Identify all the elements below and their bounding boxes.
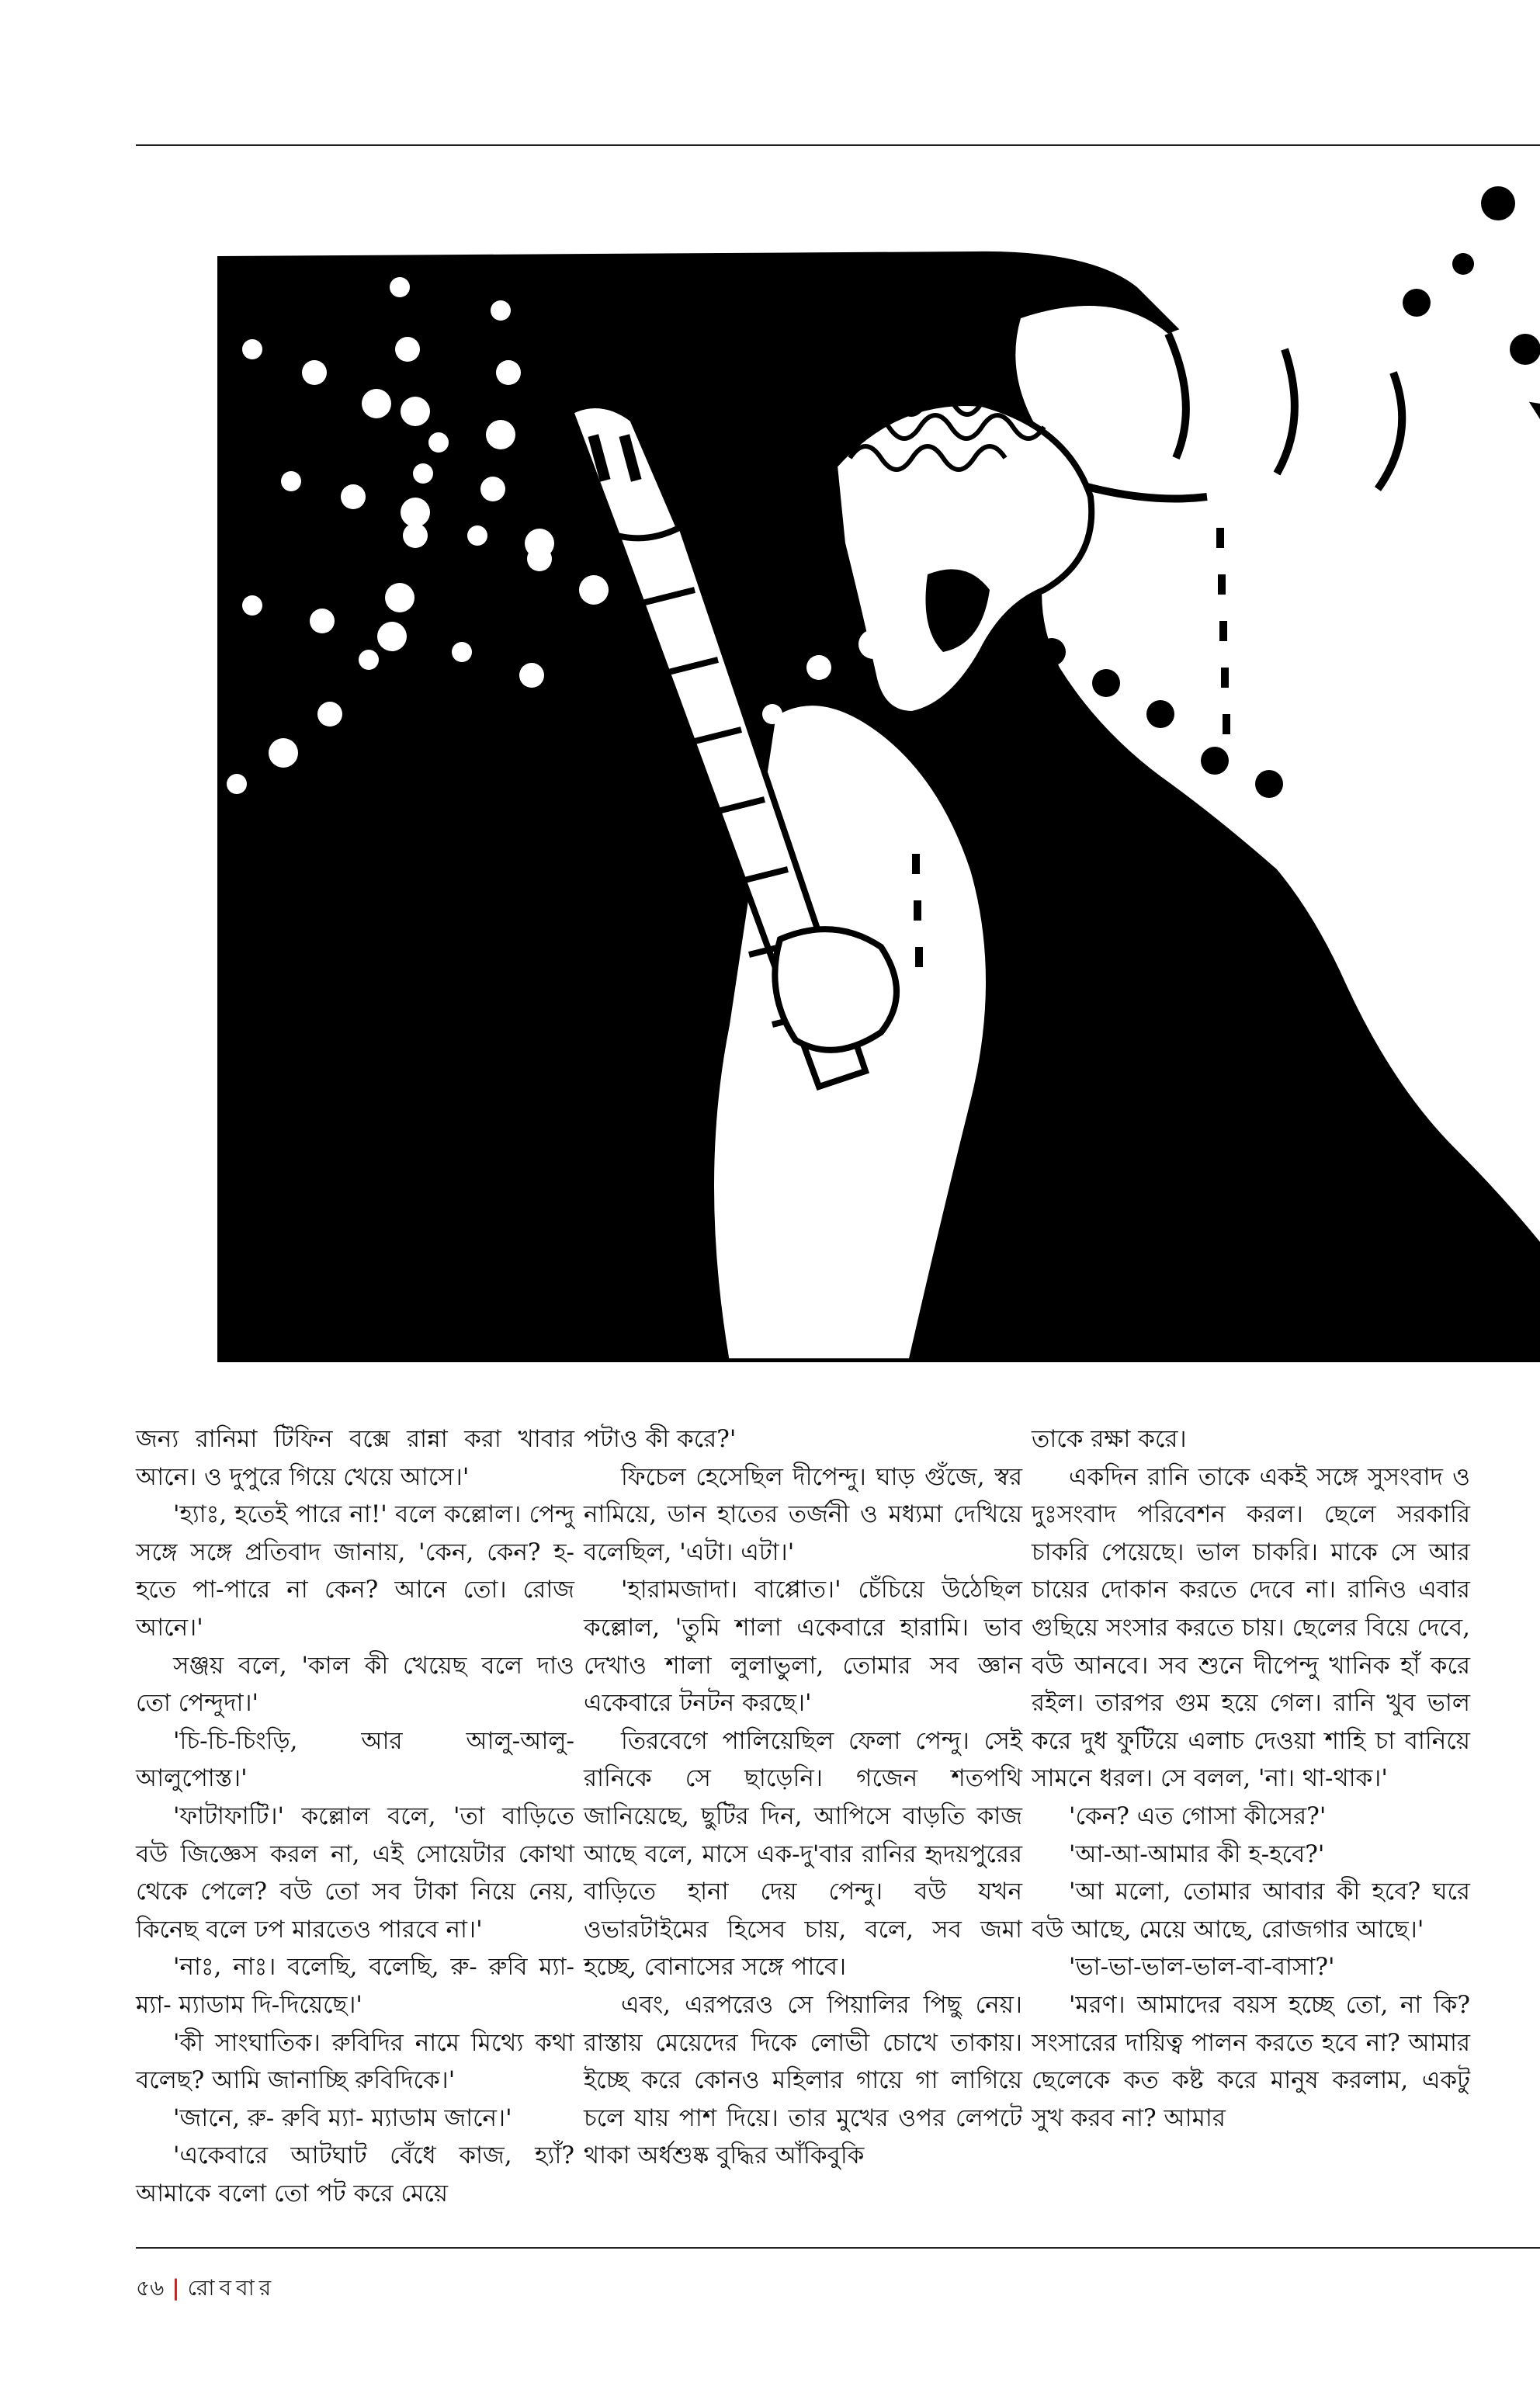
light-dot bbox=[242, 595, 262, 616]
text-column-1 bbox=[136, 1420, 574, 2212]
light-dot bbox=[401, 498, 430, 527]
paragraph: এবং, এরপরেও সে পিয়ালির পিছু নেয়। রাস্তায় মেয়েদের দিকে লোভী চোখে তাকায়। ইচ্ছে করে কোনও মহিলার গায়ে গা লাগিয়ে চলে যায় পাশ দিয়ে। তার মুখের ওপর লেপটে থাকা অর্ধশুষ্ক বুদ্ধির আঁকিবুকি bbox=[584, 1990, 1022, 2170]
illustration-corner-dots bbox=[1403, 186, 1540, 365]
light-dot bbox=[317, 702, 342, 727]
light-dot bbox=[302, 360, 327, 385]
text-column-3 bbox=[1032, 1420, 1470, 2137]
light-dot bbox=[310, 609, 335, 633]
dark-dot bbox=[1201, 747, 1229, 775]
paragraph: 'মরণ। আমাদের বয়স হচ্ছে তো, না কি? সংসারের দায়িত্ব পালন করতে হবে না? আমার ছেলেকে কত কষ্ট করে মানুষ করলাম, একটু সুখ করব না? আমার bbox=[1032, 1990, 1470, 2132]
paragraph: একদিন রানি তাকে একই সঙ্গে সুসংবাদ ও দুঃসংবাদ পরিবেশন করল। ছেলে সরকারি চাকরি পেয়েছে। ভাল চাকরি। মাকে সে আর চায়ের দোকান করতে দেবে না। রানিও এবার গুছিয়ে সংসার করতে চায়। ছেলের বিয়ে দেবে, বউ আনবে। সব শুনে দীপেন্দু খানিক হাঁ করে রইল। তারপর গুম হয়ে গেল। রানি খুব ভাল করে দুধ ফুটিয়ে এলাচ দেওয়া শাহি চা বানিয়ে সামনে ধরল। সে বলল, 'না। থা-থাক।' bbox=[1032, 1462, 1470, 1793]
paragraph: জন্য রানিমা টিফিন বক্সে রান্না করা খাবার আনে। ও দুপুরে গিয়ে খেয়ে আসে।' bbox=[136, 1425, 574, 1491]
paragraph: 'একেবারে আটঘাট বেঁধে কাজ, হ্যাঁ? আমাকে বলো তো পট করে মেয়ে bbox=[136, 2142, 574, 2207]
story-illustration bbox=[136, 171, 1540, 1362]
light-dot bbox=[428, 432, 449, 453]
paragraph: সঞ্জয় বলে, 'কাল কী খেয়েছ বলে দাও তো পেন্দুদা।' bbox=[136, 1651, 574, 1718]
light-dot bbox=[579, 575, 609, 605]
light-dot bbox=[390, 277, 410, 297]
light-dot bbox=[385, 583, 414, 612]
paragraph: 'চি-চি-চিংড়ি, আর আলু-আলু- আলুপোস্ত।' bbox=[136, 1726, 574, 1793]
bottom-rule bbox=[136, 2247, 1540, 2249]
light-dot bbox=[527, 546, 552, 571]
light-dot bbox=[496, 360, 521, 385]
page-footer bbox=[136, 2273, 276, 2304]
top-rule bbox=[136, 144, 1540, 146]
paragraph: 'কেন? এত গোসা কীসের?' bbox=[1069, 1802, 1327, 1830]
light-dot bbox=[467, 525, 487, 546]
light-dot bbox=[480, 477, 505, 501]
light-dot bbox=[762, 704, 782, 724]
paragraph: পটাও কী করে?' bbox=[584, 1425, 737, 1453]
paragraph: 'কী সাংঘাতিক। রুবিদির নামে মিথ্যে কথা বলেছ? আমি জানাচ্ছি রুবিদিকে।' bbox=[136, 2028, 574, 2095]
paragraph: 'হারামজাদা। বাপ্পোত।' চেঁচিয়ে উঠেছিল কল্লোল, 'তুমি শালা একেবারে হারামি। ভাব দেখাও শালা লুলাভুলা, তোমার সব জ্ঞান একেবারে টনটন করছে।' bbox=[584, 1576, 1022, 1718]
light-dot bbox=[806, 655, 831, 680]
light-dot bbox=[341, 484, 366, 509]
illustration-holding-hand bbox=[775, 929, 897, 1050]
paragraph: 'আ-আ-আমার কী হ-হবে?' bbox=[1069, 1840, 1325, 1868]
paragraph: 'ভা-ভা-ভাল-ভাল-বা-বাসা?' bbox=[1069, 1953, 1335, 1982]
light-dot bbox=[858, 629, 888, 659]
light-dot bbox=[227, 774, 247, 794]
paragraph: 'ফাটাফাটি।' কল্লোল বলে, 'তা বাড়িতে বউ জিজ্ঞেস করল না, এই সোয়েটার কোথা থেকে পেলে? বউ তো সব টাকা নিয়ে নেয়, কিনেছ বলে ঢপ মারতেও পারবে না।' bbox=[136, 1802, 574, 1944]
paragraph: ফিচেল হেসেছিল দীপেন্দু। ঘাড় গুঁজে, স্বর নামিয়ে, ডান হাতের তর্জনী ও মধ্যমা দেখিয়ে বলেছিল, 'এটা। এটা।' bbox=[584, 1462, 1022, 1566]
light-dot bbox=[519, 663, 544, 688]
light-dot bbox=[359, 650, 379, 670]
paragraph: 'জানে, রু- রুবি ম্যা- ম্যাডাম জানে।' bbox=[173, 2103, 512, 2132]
light-dot bbox=[395, 337, 420, 362]
paragraph: 'আ মলো, তোমার আবার কী হবে? ঘরে বউ আছে, মেয়ে আছে, রোজগার আছে।' bbox=[1032, 1878, 1470, 1944]
light-dot bbox=[403, 523, 428, 548]
dark-dot bbox=[1255, 770, 1283, 798]
light-dot bbox=[452, 642, 472, 662]
light-dot bbox=[242, 339, 262, 359]
dark-dot bbox=[1146, 700, 1174, 728]
paragraph: 'হ্যাঃ, হতেই পারে না!' বলে কল্লোল। পেন্দু সঙ্গে সঙ্গে প্রতিবাদ জানায়, 'কেন, কেন? হ-হতে পা-পারে না কেন? আনে তো। রোজ আনে।' bbox=[136, 1500, 574, 1642]
paragraph: 'নাঃ, নাঃ। বলেছি, বলেছি, রু- রুবি ম্যা- ম্যা- ম্যাডাম দি-দিয়েছে।' bbox=[136, 1953, 574, 2019]
light-dot bbox=[413, 463, 433, 484]
footer-separator: | bbox=[172, 2275, 180, 2301]
text-column-2 bbox=[584, 1420, 1022, 2175]
light-dot bbox=[491, 300, 511, 321]
light-dot bbox=[486, 420, 515, 449]
light-dot bbox=[269, 738, 298, 768]
light-dot bbox=[401, 397, 430, 426]
page-number: ৫৬ bbox=[136, 2275, 165, 2301]
paragraph: তাকে রক্ষা করে। bbox=[1032, 1425, 1187, 1453]
light-dot bbox=[362, 389, 391, 418]
light-dot bbox=[377, 622, 407, 651]
magazine-name: রোববার bbox=[187, 2275, 276, 2301]
dark-dot bbox=[1092, 669, 1120, 697]
singer-illustration bbox=[136, 171, 1540, 1362]
light-dot bbox=[281, 471, 301, 491]
paragraph: তিরবেগে পালিয়েছিল ফেলা পেন্দু। সেই রানিকে সে ছাড়েনি। গজেন শতপথি জানিয়েছে, ছুটির দিন, আপিসে বাড়তি কাজ আছে বলে, মাসে এক-দু'বার রানির হৃদয়পুরের বাড়িতে হানা দেয় পেন্দু। বউ যখন ওভারটাইমের হিসেব চায়, বলে, সব জমা হচ্ছে, বোনাসের সঙ্গে পাবে। bbox=[584, 1726, 1022, 1982]
dark-dot bbox=[1038, 638, 1066, 666]
